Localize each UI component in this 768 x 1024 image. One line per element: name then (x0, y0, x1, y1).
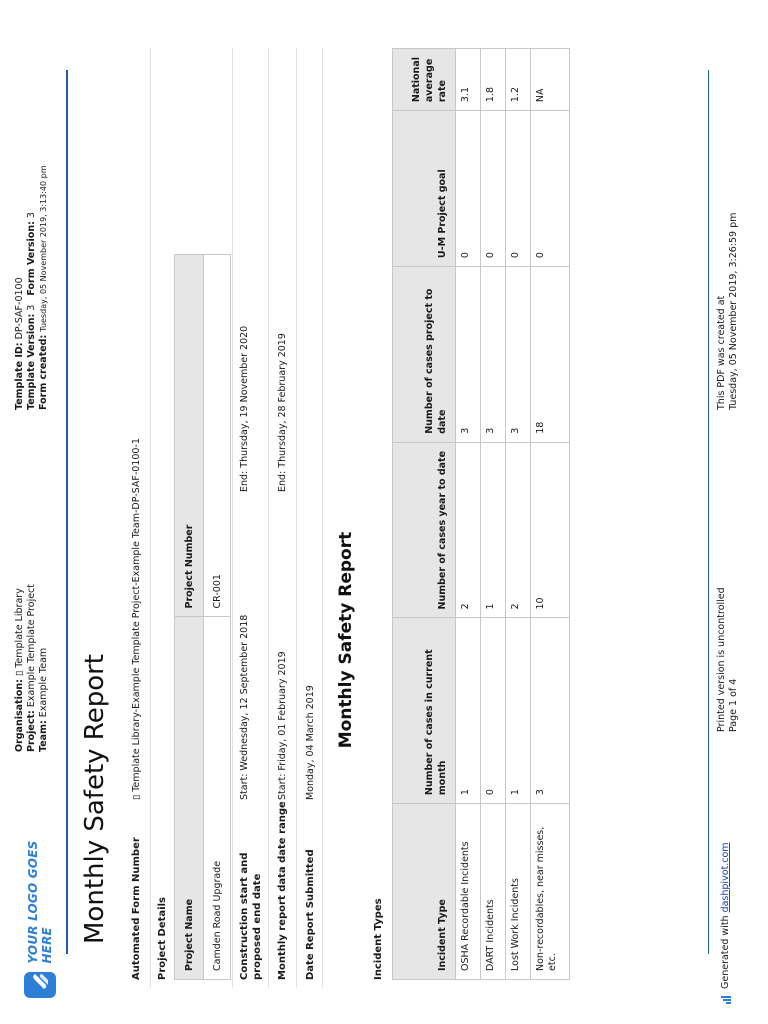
pdf-created-info (716, 213, 740, 410)
table-row (481, 49, 506, 980)
table-cell: 0 (481, 111, 506, 267)
table-row (506, 49, 531, 980)
column-header: Number of cases project to date (393, 267, 456, 443)
team-value: Example Team (38, 647, 49, 718)
project-details-table (174, 254, 231, 980)
table-cell: 2 (456, 442, 481, 618)
table-row (456, 49, 481, 980)
footer-divider (708, 70, 709, 954)
bar-chart-icon (721, 995, 731, 1004)
template-version-label: Template Version: (26, 313, 37, 410)
template-info (14, 80, 50, 410)
generated-prefix: Generated with (720, 915, 731, 989)
table-cell: 3 (456, 267, 481, 443)
pdf-created-timestamp: Tuesday, 05 November 2019, 3:26:59 pm (728, 212, 739, 410)
table-row (204, 255, 231, 980)
organisation-value: ▯ Template Library (14, 588, 25, 677)
organisation-label: Organisation: (14, 679, 25, 752)
table-cell: 2 (506, 442, 531, 618)
table-cell: 1.2 (506, 49, 531, 111)
report-range-end: End: Thursday, 28 February 2019 (277, 333, 288, 492)
table-header-row (175, 255, 204, 980)
auto-form-label: Automated Form Number (131, 837, 142, 980)
table-cell: 18 (531, 267, 570, 443)
table-cell: 0 (506, 111, 531, 267)
logo-text: YOUR LOGO GOES HERE (26, 840, 54, 964)
table-cell: CR-001 (204, 255, 231, 618)
table-cell: NA (531, 49, 570, 111)
incident-types-table (392, 48, 570, 980)
template-id-value: DP-SAF-0100 (14, 277, 25, 340)
auto-form-value: ▯ Template Library-Example Template Project-Example Team-DP-SAF-0100-1 (131, 438, 142, 800)
table-cell: 10 (531, 442, 570, 618)
form-created-label: Form created: (38, 334, 49, 410)
table-cell: Lost Work Incidents (506, 804, 531, 980)
section-title: Monthly Safety Report (336, 531, 356, 749)
table-cell: 0 (456, 111, 481, 267)
column-header: Incident Type (393, 804, 456, 980)
logo-s-icon (24, 972, 56, 998)
table-row (531, 49, 570, 980)
construction-end: End: Thursday, 19 November 2020 (239, 325, 250, 492)
form-version-label: Form Version: (26, 221, 37, 296)
page-number: Page 1 of 4 (728, 678, 739, 732)
construction-dates-label: Construction start and proposed end date (239, 852, 263, 980)
table-cell: 0 (481, 618, 506, 804)
table-cell: DART Incidents (481, 804, 506, 980)
table-cell: 3.1 (456, 49, 481, 111)
column-header: Project Name (175, 617, 204, 980)
table-cell: 1 (506, 618, 531, 804)
template-id-label: Template ID: (14, 342, 25, 410)
table-cell: Camden Road Upgrade (204, 617, 231, 980)
column-header: National average rate (393, 49, 456, 111)
report-range-label: Monthly report data date range (277, 801, 288, 980)
table-cell: 3 (481, 267, 506, 443)
header-divider (66, 70, 68, 954)
column-header: Number of cases year to date (393, 442, 456, 618)
page-title: Monthly Safety Report (80, 654, 110, 944)
table-cell: 3 (531, 618, 570, 804)
table-cell: Non-recordables, near misses, etc. (531, 804, 570, 980)
print-notice (716, 587, 740, 732)
generated-with (720, 842, 731, 1004)
form-version-value: 3 (26, 212, 37, 219)
incident-types-label: Incident Types (373, 898, 384, 980)
column-header: U-M Project goal (393, 111, 456, 267)
project-value: Example Template Project (26, 584, 37, 708)
column-header: Project Number (175, 255, 204, 618)
table-header-row (393, 49, 456, 980)
report-range-start: Start: Friday, 01 February 2019 (277, 651, 288, 800)
table-cell: 1.8 (481, 49, 506, 111)
dashpivot-link[interactable]: dashpivot.com (720, 842, 731, 913)
project-details-label: Project Details (157, 897, 168, 980)
divider (150, 48, 151, 988)
template-version-value: 3 (26, 304, 37, 311)
organisation-info (14, 512, 50, 752)
date-submitted-label: Date Report Submitted (305, 849, 316, 980)
divider (322, 48, 323, 988)
table-cell: 1 (481, 442, 506, 618)
pdf-created-line: This PDF was created at (716, 295, 727, 410)
team-label: Team: (38, 720, 49, 752)
print-notice-line: Printed version is uncontrolled (716, 587, 727, 732)
table-cell: 1 (456, 618, 481, 804)
project-label: Project: (26, 710, 37, 752)
divider (296, 48, 297, 988)
date-submitted-value: Monday, 04 March 2019 (305, 685, 316, 800)
divider (232, 48, 233, 988)
logo (20, 828, 60, 998)
table-cell: 3 (506, 267, 531, 443)
table-cell: 0 (531, 111, 570, 267)
form-created-value: Tuesday, 05 November 2019, 3:13:40 pm (39, 165, 48, 332)
column-header: Number of cases in current month (393, 618, 456, 804)
divider (268, 48, 269, 988)
construction-start: Start: Wednesday, 12 September 2018 (239, 614, 250, 800)
table-cell: OSHA Recordable Incidents (456, 804, 481, 980)
